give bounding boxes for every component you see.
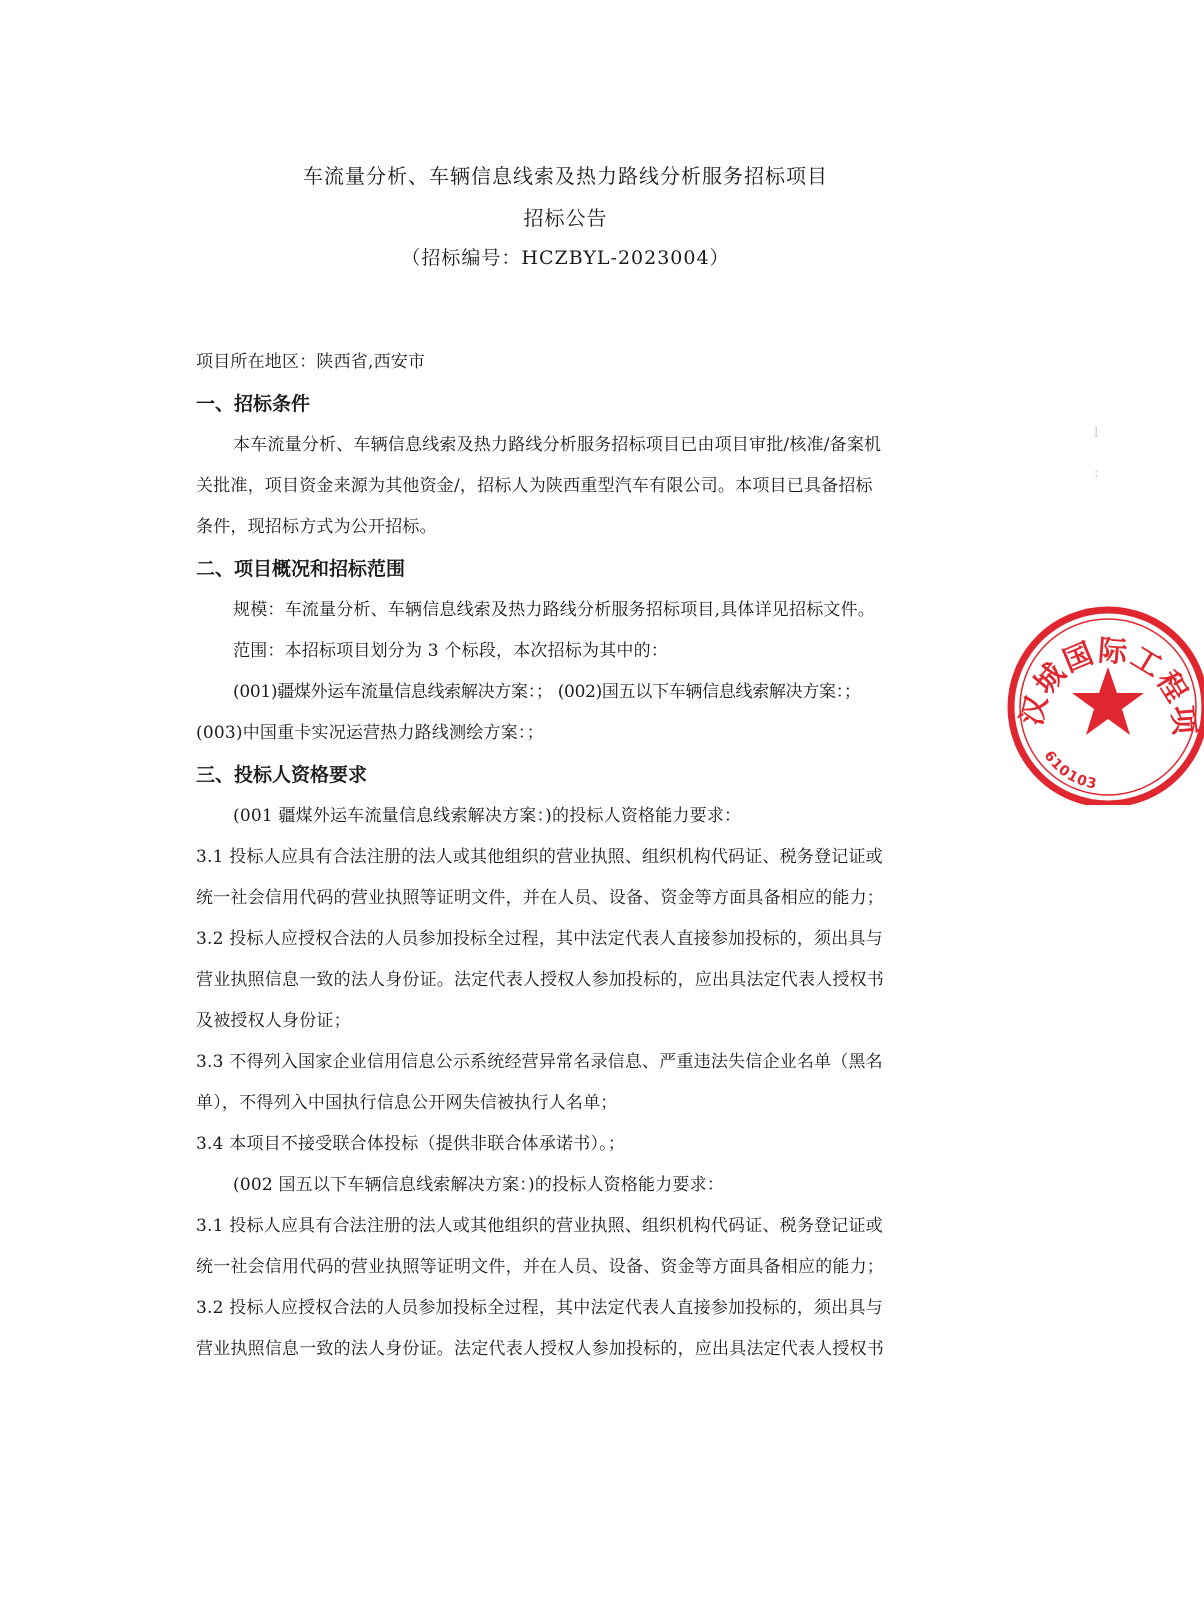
document-title: 车流量分析、车辆信息线索及热力路线分析服务招标项目 [303, 164, 828, 188]
qualification-line: 3.2 投标人应授权合法的人员参加投标全过程，其中法定代表人直接参加投标的，须出具与 [196, 1298, 883, 1318]
qualification-line: 3.1 投标人应具有合法注册的法人或其他组织的营业执照、组织机构代码证、税务登记证或 [196, 1216, 883, 1236]
document-subtitle: 招标公告 [523, 206, 608, 230]
paragraph-line: 本车流量分析、车辆信息线索及热力路线分析服务招标项目已由项目审批/核准/备案机 [233, 435, 882, 455]
qualification-line: 及被授权人身份证； [196, 1011, 351, 1031]
project-scale: 规模：车流量分析、车辆信息线索及热力路线分析服务招标项目,具体详见招标文件。 [233, 600, 876, 620]
qualification-line: 统一社会信用代码的营业执照等证明文件，并在人员、设备、资金等方面具备相应的能力； [196, 1257, 884, 1277]
project-region: 项目所在地区：陕西省,西安市 [196, 352, 426, 372]
qualification-line: 3.1 投标人应具有合法注册的法人或其他组织的营业执照、组织机构代码证、税务登记证或 [196, 847, 883, 867]
section-heading: 一、招标条件 [196, 393, 311, 415]
qualification-line: 营业执照信息一致的法人身份证。法定代表人授权人参加投标的，应出具法定代表人授权书 [196, 1339, 884, 1359]
qualification-line: 3.4 本项目不接受联合体投标（提供非联合体承诺书）。； [196, 1134, 626, 1154]
lot-list-line: (003)中国重卡实况运营热力路线测绘方案：； [196, 723, 544, 743]
document-page: 车流量分析、车辆信息线索及热力路线分析服务招标项目 招标公告 （招标编号：HCZBYL-2023004） 项目所在地区：陕西省,西安市 一、招标条件 本车流量分析、车辆信息线索及热力路线分析服务招标项目已由项目审批/核准/备案机 关批准，项目资金来源为其他资金/，招标人为陕西重型汽车有限公司。本项目已具备招标 条件，现招标方式为公开招标。 二、项目概况和招标范围 规模：车流量分析、车辆信息线索及热力路线分析服务招标项目,具体详见招标文件。 范围：本招标项目划分为 3 个标段，本次招标为其中的： (001)疆煤外运车流量信息线索解决方案：； (002)国五以下车辆信息线索解决方案：； (003)中国重卡实况运营热力路线测绘方案：； 三、投标人资格要求 (001 疆煤外运车流量信息线索解决方案：)的投标人资格能力要求： 3.1 投标人应具有合法注册的法人或其他组织的营业执照、组织机构代码证、税务登记证或 统一社会信用代码的营业执照等证明文件，并在人员、设备、资金等方面具备相应的能力； 3.2 投标人应授权合法的人员参加投标全过程，其中法定代表人直接参加投标的，须出具与 营业执照信息一致的法人身份证。法定代表人授权人参加投标的，应出具法定代表人授权书 及被授权人身份证； 3.3 不得列入国家企业信用信息公示系统经营异常名录信息、严重违法失信企业名单（黑名 单），不得列入中国执行信息公开网失信被执行人名单； 3.4 本项目不接受联合体投标（提供非联合体承诺书）。； (002 国五以下车辆信息线索解决方案：)的投标人资格能力要求： 3.1 投标人应具有合法注册的法人或其他组织的营业执照、组织机构代码证、税务登记证或 统一社会信用代码的营业执照等证明文件，并在人员、设备、资金等方面具备相应的能力； 3.2 投标人应授权合法的人员参加投标全过程，其中法定代表人直接参加投标的，须出具与 营业执照信息一致的法人身份证。法定代表人授权人参加投标的，应出具法定代表人授权书 汉城国际工程项 610103 l : [0, 0, 1131, 1600]
seal-text: 汉城国际工程项 [1013, 633, 1202, 738]
project-scope: 范围：本招标项目划分为 3 个标段，本次招标为其中的： [233, 641, 669, 661]
bid-number: （招标编号：HCZBYL-2023004） [401, 247, 730, 269]
lot-list-line: (001)疆煤外运车流量信息线索解决方案：； (002)国五以下车辆信息线索解决方案：； [233, 682, 861, 702]
qualification-intro: (002 国五以下车辆信息线索解决方案：)的投标人资格能力要求： [233, 1175, 725, 1195]
qualification-line: 统一社会信用代码的营业执照等证明文件，并在人员、设备、资金等方面具备相应的能力； [196, 888, 884, 908]
paragraph-line: 关批准，项目资金来源为其他资金/，招标人为陕西重型汽车有限公司。本项目已具备招标 [196, 476, 873, 496]
section-heading: 三、投标人资格要求 [196, 764, 368, 786]
paragraph-line: 条件，现招标方式为公开招标。 [196, 517, 437, 537]
seal-code: 610103 [1040, 748, 1099, 793]
document-body [196, 342, 934, 1370]
qualification-line: 3.3 不得列入国家企业信用信息公示系统经营异常名录信息、严重违法失信企业名单（黑名 [196, 1052, 883, 1072]
star-icon [1072, 667, 1144, 735]
qualification-line: 3.2 投标人应授权合法的人员参加投标全过程，其中法定代表人直接参加投标的，须出具与 [196, 929, 883, 949]
company-seal-stamp [1004, 605, 1204, 805]
qualification-line: 营业执照信息一致的法人身份证。法定代表人授权人参加投标的，应出具法定代表人授权书 [196, 970, 884, 990]
section-heading: 二、项目概况和招标范围 [196, 558, 406, 580]
qualification-intro: (001 疆煤外运车流量信息线索解决方案：)的投标人资格能力要求： [233, 806, 742, 826]
qualification-line: 单），不得列入中国执行信息公开网失信被执行人名单； [196, 1093, 618, 1113]
